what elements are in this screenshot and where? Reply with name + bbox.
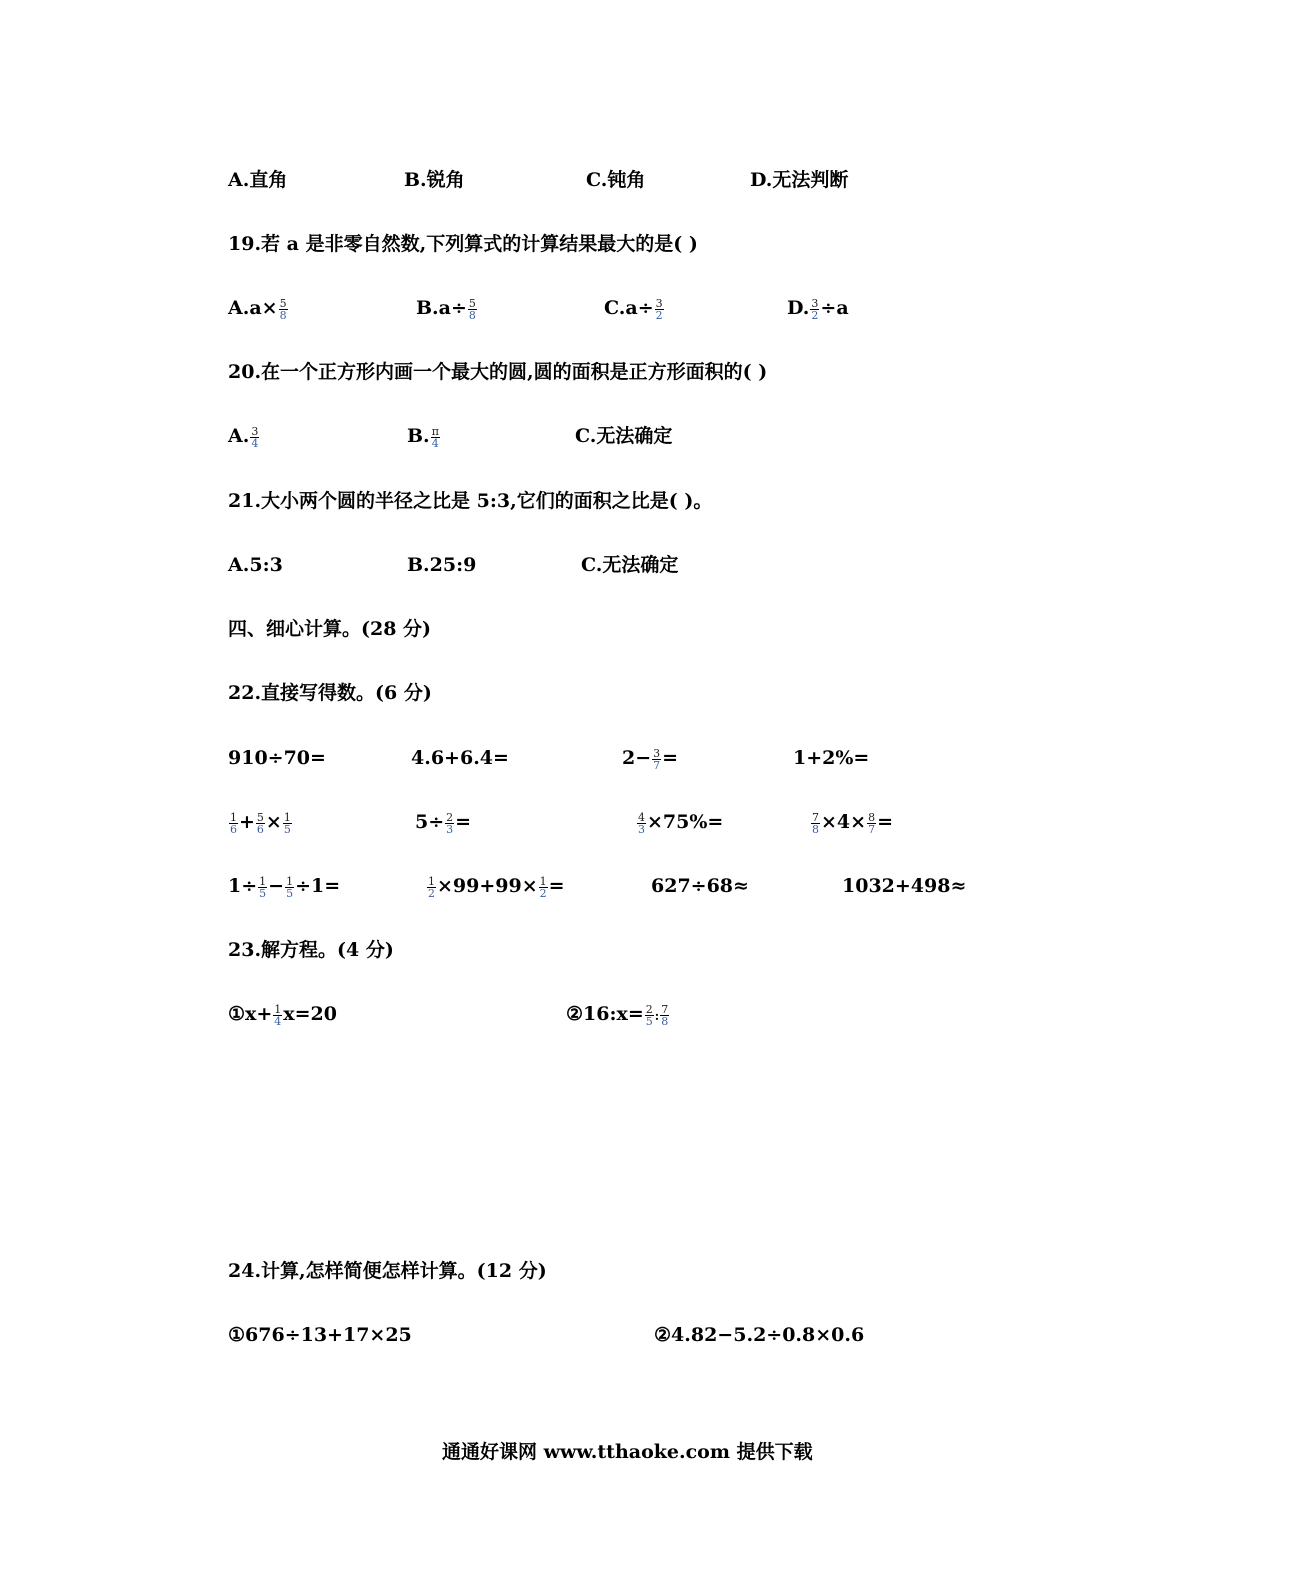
q20-stem: 20.在一个正方形内画一个最大的圆,圆的面积是正方形面积的( ) xyxy=(228,361,768,383)
fraction-denominator: 7 xyxy=(868,822,876,836)
q20-b-prefix: B. xyxy=(407,425,430,447)
q19-d-prefix: D. xyxy=(787,297,810,319)
fraction-denominator: 2 xyxy=(539,886,547,900)
fraction-numerator: 1 xyxy=(428,874,435,888)
fraction-numerator: 3 xyxy=(251,424,259,438)
fraction-denominator: 4 xyxy=(431,436,439,450)
fraction-numerator: 1 xyxy=(283,810,291,824)
q19-options xyxy=(0,288,1291,328)
q22-r3-expr-b xyxy=(426,866,565,906)
section4-line xyxy=(0,609,1291,649)
q22-stem: 22.直接写得数。(6 分) xyxy=(228,682,432,704)
fraction xyxy=(539,876,548,899)
fraction-denominator: 2 xyxy=(655,308,663,322)
q21-stem: 21.大小两个圆的半径之比是 5:3,它们的面积之比是( )。 xyxy=(228,490,713,512)
fraction-denominator: 8 xyxy=(468,308,476,322)
q22-r2-expr-b xyxy=(415,802,471,842)
q20-option-c[interactable]: C.无法确定 xyxy=(575,425,673,447)
q20-option-a[interactable] xyxy=(228,416,260,456)
fraction xyxy=(431,426,440,449)
q24-expression-1: ①676÷13+17×25 xyxy=(228,1324,412,1346)
footer-line xyxy=(0,1432,1291,1472)
fraction-denominator: 8 xyxy=(812,822,819,836)
q18-options xyxy=(0,160,1291,200)
fraction xyxy=(655,298,664,321)
fraction-denominator: 8 xyxy=(661,1014,669,1028)
expr-part: ×4× xyxy=(821,811,867,833)
expr-part: = xyxy=(662,747,679,769)
q19-option-a[interactable] xyxy=(228,288,289,328)
expr-part: x=20 xyxy=(283,1003,337,1025)
expr-part: = xyxy=(455,811,472,833)
fraction-denominator: 5 xyxy=(283,822,291,836)
fraction xyxy=(811,812,820,835)
q18-option-b[interactable]: B.锐角 xyxy=(404,169,465,191)
expr-part: ÷1= xyxy=(295,875,341,897)
fraction-numerator: 5 xyxy=(256,810,264,824)
fraction xyxy=(427,876,436,899)
expr-part: 1÷ xyxy=(228,875,258,897)
q23-stem-line xyxy=(0,930,1291,970)
fraction xyxy=(867,812,876,835)
q23-equation-2 xyxy=(566,994,670,1036)
expr-part: 2− xyxy=(622,747,652,769)
q19-stem-line xyxy=(0,224,1291,264)
fraction-numerator: 1 xyxy=(274,1002,282,1016)
fraction xyxy=(256,812,265,835)
q22-r3-expr-a xyxy=(228,866,340,906)
fraction-numerator: 2 xyxy=(446,810,454,824)
fraction xyxy=(637,812,646,835)
fraction xyxy=(279,298,288,321)
fraction-numerator: 3 xyxy=(811,296,819,310)
fraction xyxy=(645,1004,654,1027)
q22-r1-expr-d: 1+2%= xyxy=(793,747,870,769)
fraction-denominator: 2 xyxy=(428,886,435,900)
section-heading: 四、细心计算。(28 分) xyxy=(228,618,432,640)
q24-expressions xyxy=(0,1315,1291,1355)
q19-a-prefix: A.a× xyxy=(228,297,278,319)
q20-stem-line xyxy=(0,352,1291,392)
fraction-numerator: 1 xyxy=(286,874,294,888)
expr-part: × xyxy=(265,811,282,833)
fraction-numerator: 5 xyxy=(279,296,287,310)
fraction-denominator: 5 xyxy=(259,886,267,900)
fraction-denominator: 6 xyxy=(230,822,237,836)
fraction-denominator: 7 xyxy=(653,758,661,772)
fraction-numerator: 3 xyxy=(653,746,661,760)
fraction-denominator: 6 xyxy=(256,822,264,836)
q19-option-c[interactable] xyxy=(604,288,665,328)
fraction-denominator: 5 xyxy=(286,886,294,900)
fraction-denominator: 3 xyxy=(638,822,645,836)
fraction xyxy=(445,812,454,835)
expr-part: ②16:x= xyxy=(566,1003,644,1025)
expr-part: − xyxy=(268,875,285,897)
q19-stem: 19.若 a 是非零自然数,下列算式的计算结果最大的是( ) xyxy=(228,233,698,255)
fraction-denominator: 5 xyxy=(645,1014,653,1028)
q22-row-2 xyxy=(0,802,1291,842)
q22-row-3 xyxy=(0,866,1291,906)
fraction-numerator: π xyxy=(431,424,439,438)
fraction xyxy=(250,426,259,449)
fraction xyxy=(273,1004,282,1027)
q22-r3-expr-d: 1032+498≈ xyxy=(842,875,967,897)
q20-option-b[interactable] xyxy=(407,416,441,456)
q22-r2-expr-d xyxy=(810,802,893,842)
q22-r1-expr-c xyxy=(622,738,678,778)
fraction xyxy=(285,876,294,899)
q19-option-b[interactable] xyxy=(416,288,478,328)
q19-b-prefix: B.a÷ xyxy=(416,297,467,319)
q22-r3-expr-c: 627÷68≈ xyxy=(651,875,749,897)
expr-part: 5÷ xyxy=(415,811,445,833)
fraction-denominator: 4 xyxy=(251,436,259,450)
q22-r2-expr-c xyxy=(636,802,723,842)
fraction-numerator: 1 xyxy=(539,874,547,888)
fraction xyxy=(660,1004,669,1027)
q23-equation-1 xyxy=(228,994,337,1034)
q22-r1-expr-b: 4.6+6.4= xyxy=(411,747,509,769)
expr-part: = xyxy=(877,811,893,833)
expr-part: = xyxy=(548,875,565,897)
q20-a-prefix: A. xyxy=(228,425,250,447)
expr-part: + xyxy=(239,811,255,833)
q18-option-d[interactable]: D.无法判断 xyxy=(750,169,849,191)
q22-row-1 xyxy=(0,738,1291,778)
fraction xyxy=(810,298,819,321)
expr-part: ×99+99× xyxy=(437,875,538,897)
q23-equations xyxy=(0,994,1291,1034)
q21-option-a[interactable]: A.5:3 xyxy=(228,554,283,576)
fraction-denominator: 2 xyxy=(811,308,819,322)
fraction-denominator: 4 xyxy=(274,1014,282,1028)
q21-stem-line xyxy=(0,481,1291,521)
q19-option-d[interactable] xyxy=(787,288,849,328)
q24-stem: 24.计算,怎样简便怎样计算。(12 分) xyxy=(228,1260,547,1282)
q24-expression-2: ②4.82−5.2÷0.8×0.6 xyxy=(654,1324,865,1346)
q19-c-prefix: C.a÷ xyxy=(604,297,654,319)
q18-option-c[interactable]: C.钝角 xyxy=(586,169,646,191)
fraction xyxy=(229,812,238,835)
q20-options xyxy=(0,416,1291,456)
expr-part: ①x+ xyxy=(228,1003,273,1025)
expr-part: ×75%= xyxy=(647,811,724,833)
q19-d-suffix: ÷a xyxy=(820,297,849,319)
q22-stem-line xyxy=(0,673,1291,713)
fraction-numerator: 4 xyxy=(638,810,645,824)
fraction-denominator: 3 xyxy=(446,822,454,836)
fraction-numerator: 1 xyxy=(230,810,237,824)
fraction xyxy=(468,298,477,321)
fraction-numerator: 7 xyxy=(661,1002,669,1016)
q18-option-a[interactable]: A.直角 xyxy=(228,169,288,191)
fraction xyxy=(283,812,292,835)
q21-option-b[interactable]: B.25:9 xyxy=(407,554,477,576)
expr-part: : xyxy=(654,1009,660,1023)
fraction-denominator: 8 xyxy=(279,308,287,322)
q21-option-c[interactable]: C.无法确定 xyxy=(581,554,679,576)
q24-stem-line xyxy=(0,1251,1291,1291)
q23-stem: 23.解方程。(4 分) xyxy=(228,939,394,961)
fraction-numerator: 5 xyxy=(468,296,476,310)
q22-r2-expr-a xyxy=(228,802,293,842)
fraction xyxy=(258,876,267,899)
fraction-numerator: 2 xyxy=(645,1002,653,1016)
fraction-numerator: 1 xyxy=(259,874,267,888)
q22-r1-expr-a: 910÷70= xyxy=(228,747,326,769)
fraction-numerator: 3 xyxy=(655,296,663,310)
q21-options xyxy=(0,545,1291,585)
footer-text: 通通好课网 www.tthaoke.com 提供下载 xyxy=(442,1441,813,1463)
fraction xyxy=(652,748,661,771)
fraction-numerator: 8 xyxy=(868,810,876,824)
fraction-numerator: 7 xyxy=(812,810,819,824)
